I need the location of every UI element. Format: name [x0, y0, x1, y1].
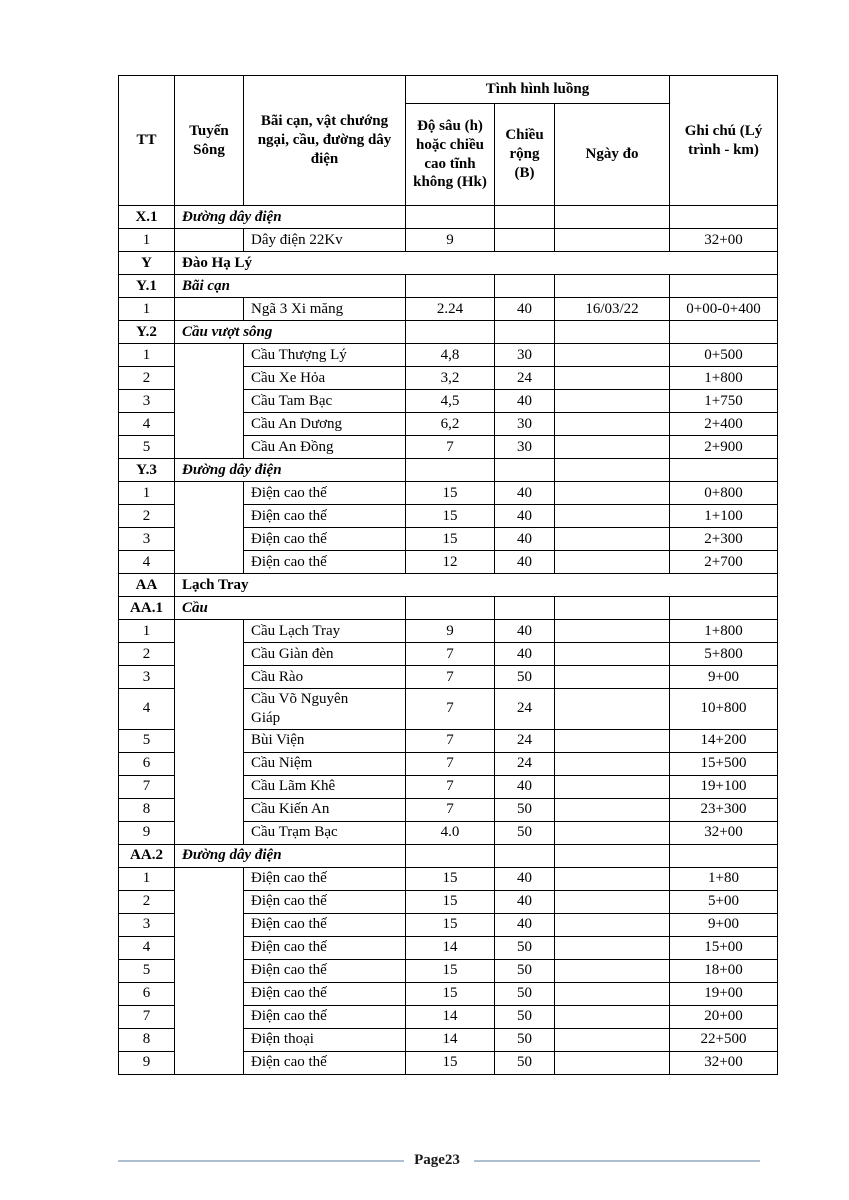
cell-empty-date: [555, 275, 670, 298]
cell-empty-date: [555, 321, 670, 344]
cell-note: 1+100: [670, 505, 778, 528]
cell-date: [555, 798, 670, 821]
cell-depth: 14: [406, 936, 495, 959]
cell-empty-note: [670, 597, 778, 620]
cell-width: 40: [495, 482, 555, 505]
cell-depth: 4,8: [406, 344, 495, 367]
cell-depth: 9: [406, 229, 495, 252]
cell-width: 40: [495, 551, 555, 574]
cell-date: [555, 959, 670, 982]
cell-tt: Y.1: [119, 275, 175, 298]
cell-width: [495, 229, 555, 252]
cell-width: 40: [495, 867, 555, 890]
table-header: [119, 76, 778, 206]
cell-depth: 2.24: [406, 298, 495, 321]
cell-river-label: Lạch Tray: [175, 574, 778, 597]
cell-note: 9+00: [670, 913, 778, 936]
header-chieu-rong: Chiều rộng (B): [495, 104, 555, 206]
cell-tt: 1: [119, 298, 175, 321]
cell-depth: 7: [406, 643, 495, 666]
footer-rule-left: [118, 1160, 404, 1162]
cell-depth: 12: [406, 551, 495, 574]
river-row: [119, 574, 778, 597]
cell-tt: 8: [119, 798, 175, 821]
cell-note: 20+00: [670, 1005, 778, 1028]
cell-name: Điện cao thế: [244, 982, 406, 1005]
cell-date: [555, 344, 670, 367]
cell-empty-width: [495, 275, 555, 298]
cell-empty-date: [555, 844, 670, 867]
cell-note: 5+800: [670, 643, 778, 666]
cell-width: 50: [495, 821, 555, 844]
cell-note: 2+300: [670, 528, 778, 551]
cell-note: 14+200: [670, 729, 778, 752]
cell-tt: 9: [119, 1051, 175, 1074]
cell-empty-note: [670, 459, 778, 482]
cell-date: [555, 367, 670, 390]
cell-name: Dây điện 22Kv: [244, 229, 406, 252]
cell-depth: 15: [406, 1051, 495, 1074]
cell-note: 1+800: [670, 367, 778, 390]
cell-tuyen-song: [175, 867, 244, 1074]
cell-tt: 2: [119, 505, 175, 528]
cell-depth: 15: [406, 982, 495, 1005]
cell-tt: AA.1: [119, 597, 175, 620]
cell-note: 23+300: [670, 798, 778, 821]
header-row-top: [119, 76, 778, 104]
cell-name: Điện cao thế: [244, 936, 406, 959]
cell-depth: 4,5: [406, 390, 495, 413]
header-do-sau: Độ sâu (h) hoặc chiều cao tĩnh không (Hk): [406, 104, 495, 206]
cell-date: [555, 982, 670, 1005]
cell-empty-date: [555, 206, 670, 229]
cell-note: 32+00: [670, 229, 778, 252]
cell-width: 50: [495, 798, 555, 821]
cell-depth: 15: [406, 867, 495, 890]
table-row: [119, 482, 778, 505]
cell-note: 22+500: [670, 1028, 778, 1051]
cell-section-label: Đường dây điện: [175, 459, 406, 482]
cell-note: 2+700: [670, 551, 778, 574]
cell-width: 40: [495, 913, 555, 936]
cell-depth: 15: [406, 505, 495, 528]
cell-empty-depth: [406, 206, 495, 229]
cell-date: [555, 729, 670, 752]
cell-depth: 14: [406, 1028, 495, 1051]
cell-width: 24: [495, 729, 555, 752]
cell-tt: 7: [119, 775, 175, 798]
cell-tt: 3: [119, 666, 175, 689]
cell-depth: 7: [406, 689, 495, 730]
cell-note: 2+400: [670, 413, 778, 436]
cell-date: [555, 666, 670, 689]
section-row: [119, 597, 778, 620]
cell-width: 30: [495, 436, 555, 459]
cell-depth: 3,2: [406, 367, 495, 390]
cell-section-label: Bãi cạn: [175, 275, 406, 298]
cell-tuyen-song: [175, 229, 244, 252]
cell-note: 15+500: [670, 752, 778, 775]
cell-width: 50: [495, 1005, 555, 1028]
cell-tt: 4: [119, 689, 175, 730]
cell-note: 18+00: [670, 959, 778, 982]
cell-depth: 6,2: [406, 413, 495, 436]
cell-note: 9+00: [670, 666, 778, 689]
cell-empty-date: [555, 597, 670, 620]
section-row: [119, 459, 778, 482]
cell-depth: 7: [406, 752, 495, 775]
section-row: [119, 206, 778, 229]
cell-date: [555, 390, 670, 413]
cell-tuyen-song: [175, 482, 244, 574]
page-number: Page23: [414, 1152, 460, 1168]
cell-tt: X.1: [119, 206, 175, 229]
cell-width: 30: [495, 413, 555, 436]
table-row: [119, 620, 778, 643]
cell-tuyen-song: [175, 620, 244, 845]
cell-tt: 6: [119, 752, 175, 775]
cell-empty-depth: [406, 459, 495, 482]
cell-empty-width: [495, 597, 555, 620]
cell-depth: 15: [406, 528, 495, 551]
cell-tt: AA.2: [119, 844, 175, 867]
cell-name: Điện cao thế: [244, 482, 406, 505]
cell-depth: 9: [406, 620, 495, 643]
cell-depth: 7: [406, 436, 495, 459]
cell-empty-note: [670, 206, 778, 229]
cell-tt: 1: [119, 344, 175, 367]
cell-name: Điện cao thế: [244, 1005, 406, 1028]
cell-tt: 2: [119, 890, 175, 913]
river-row: [119, 252, 778, 275]
cell-empty-note: [670, 321, 778, 344]
cell-tt: 5: [119, 959, 175, 982]
cell-date: [555, 890, 670, 913]
cell-date: [555, 1051, 670, 1074]
cell-depth: 15: [406, 959, 495, 982]
cell-width: 30: [495, 344, 555, 367]
cell-date: [555, 413, 670, 436]
table-body: [119, 206, 778, 1075]
cell-river-label: Đào Hạ Lý: [175, 252, 778, 275]
cell-note: 1+800: [670, 620, 778, 643]
cell-tt: 4: [119, 551, 175, 574]
cell-name: Cầu Võ Nguyên Giáp: [244, 689, 406, 730]
cell-name: Điện cao thế: [244, 890, 406, 913]
cell-date: [555, 620, 670, 643]
cell-date: [555, 752, 670, 775]
cell-width: 50: [495, 959, 555, 982]
cell-note: 32+00: [670, 821, 778, 844]
cell-width: 24: [495, 752, 555, 775]
cell-tt: Y.3: [119, 459, 175, 482]
cell-name: Cầu Xe Hỏa: [244, 367, 406, 390]
cell-date: [555, 551, 670, 574]
cell-name: Cầu Niệm: [244, 752, 406, 775]
header-ngay-do: Ngày đo: [555, 104, 670, 206]
cell-tt: 2: [119, 643, 175, 666]
cell-section-label: Đường dây điện: [175, 844, 406, 867]
cell-section-label: Cầu vượt sông: [175, 321, 406, 344]
section-row: [119, 844, 778, 867]
cell-note: 15+00: [670, 936, 778, 959]
cell-tt: 1: [119, 482, 175, 505]
cell-date: [555, 229, 670, 252]
cell-width: 50: [495, 936, 555, 959]
cell-tt: AA: [119, 574, 175, 597]
cell-empty-width: [495, 844, 555, 867]
cell-depth: 4.0: [406, 821, 495, 844]
cell-note: 5+00: [670, 890, 778, 913]
table-row: [119, 867, 778, 890]
cell-name: Cầu Kiến An: [244, 798, 406, 821]
cell-tt: 1: [119, 620, 175, 643]
table-row: [119, 229, 778, 252]
cell-name: Cầu Trạm Bạc: [244, 821, 406, 844]
cell-width: 50: [495, 982, 555, 1005]
header-tinh-hinh-luong: Tình hình luồng: [406, 76, 670, 104]
cell-date: [555, 505, 670, 528]
cell-depth: 7: [406, 798, 495, 821]
cell-tt: 4: [119, 936, 175, 959]
cell-width: 50: [495, 1051, 555, 1074]
cell-name: Điện cao thế: [244, 528, 406, 551]
cell-section-label: Đường dây điện: [175, 206, 406, 229]
cell-tt: 1: [119, 867, 175, 890]
cell-name: Điện cao thế: [244, 913, 406, 936]
cell-name: Cầu Thượng Lý: [244, 344, 406, 367]
cell-tt: 9: [119, 821, 175, 844]
cell-name: Cầu Tam Bạc: [244, 390, 406, 413]
cell-tuyen-song: [175, 344, 244, 459]
cell-depth: 7: [406, 775, 495, 798]
cell-empty-width: [495, 206, 555, 229]
cell-tt: Y: [119, 252, 175, 275]
cell-name: Cầu An Đồng: [244, 436, 406, 459]
cell-width: 40: [495, 775, 555, 798]
header-bai-can: Bãi cạn, vật chướng ngại, cầu, đường dây điện: [244, 76, 406, 206]
cell-empty-depth: [406, 597, 495, 620]
channel-obstruction-table: [118, 75, 778, 1075]
cell-note: 1+80: [670, 867, 778, 890]
cell-date: [555, 867, 670, 890]
header-tt: TT: [119, 76, 175, 206]
cell-name: Điện thoại: [244, 1028, 406, 1051]
cell-empty-depth: [406, 321, 495, 344]
cell-name: Điện cao thế: [244, 551, 406, 574]
cell-width: 24: [495, 689, 555, 730]
cell-width: 50: [495, 1028, 555, 1051]
cell-tt: Y.2: [119, 321, 175, 344]
cell-empty-date: [555, 459, 670, 482]
cell-empty-width: [495, 321, 555, 344]
cell-name: Ngã 3 Xi măng: [244, 298, 406, 321]
cell-tuyen-song: [175, 298, 244, 321]
cell-name: Cầu Lãm Khê: [244, 775, 406, 798]
cell-date: 16/03/22: [555, 298, 670, 321]
cell-date: [555, 936, 670, 959]
cell-name: Cầu Lạch Tray: [244, 620, 406, 643]
cell-width: 24: [495, 367, 555, 390]
cell-note: 10+800: [670, 689, 778, 730]
section-row: [119, 275, 778, 298]
cell-date: [555, 482, 670, 505]
cell-empty-depth: [406, 844, 495, 867]
cell-width: 40: [495, 528, 555, 551]
cell-note: 1+750: [670, 390, 778, 413]
cell-depth: 15: [406, 890, 495, 913]
cell-width: 40: [495, 643, 555, 666]
cell-depth: 15: [406, 913, 495, 936]
cell-note: 32+00: [670, 1051, 778, 1074]
cell-depth: 14: [406, 1005, 495, 1028]
cell-width: 40: [495, 298, 555, 321]
cell-date: [555, 913, 670, 936]
cell-tt: 5: [119, 729, 175, 752]
cell-depth: 7: [406, 729, 495, 752]
cell-section-label: Cầu: [175, 597, 406, 620]
cell-date: [555, 689, 670, 730]
cell-date: [555, 528, 670, 551]
cell-name: Cầu An Dương: [244, 413, 406, 436]
footer-rule-right: [474, 1160, 760, 1162]
cell-tt: 3: [119, 913, 175, 936]
cell-tt: 8: [119, 1028, 175, 1051]
cell-name: Điện cao thế: [244, 1051, 406, 1074]
cell-depth: 15: [406, 482, 495, 505]
cell-date: [555, 775, 670, 798]
cell-tt: 3: [119, 390, 175, 413]
header-ghi-chu: Ghi chú (Lý trình - km): [670, 76, 778, 206]
cell-note: 0+500: [670, 344, 778, 367]
cell-tt: 2: [119, 367, 175, 390]
cell-date: [555, 643, 670, 666]
cell-note: 19+100: [670, 775, 778, 798]
cell-date: [555, 1028, 670, 1051]
cell-empty-note: [670, 844, 778, 867]
cell-date: [555, 436, 670, 459]
cell-name: Bùi Viện: [244, 729, 406, 752]
cell-width: 50: [495, 666, 555, 689]
cell-empty-width: [495, 459, 555, 482]
page-footer: [118, 1152, 760, 1169]
cell-tt: 7: [119, 1005, 175, 1028]
cell-note: 0+800: [670, 482, 778, 505]
cell-tt: 3: [119, 528, 175, 551]
cell-date: [555, 821, 670, 844]
cell-empty-note: [670, 275, 778, 298]
cell-tt: 6: [119, 982, 175, 1005]
cell-width: 40: [495, 890, 555, 913]
cell-name: Điện cao thế: [244, 959, 406, 982]
header-tuyen-song: Tuyến Sông: [175, 76, 244, 206]
cell-depth: 7: [406, 666, 495, 689]
cell-name: Điện cao thế: [244, 505, 406, 528]
cell-tt: 1: [119, 229, 175, 252]
table-row: [119, 344, 778, 367]
cell-width: 40: [495, 390, 555, 413]
cell-tt: 5: [119, 436, 175, 459]
section-row: [119, 321, 778, 344]
cell-name: Cầu Giàn đèn: [244, 643, 406, 666]
cell-width: 40: [495, 620, 555, 643]
cell-width: 40: [495, 505, 555, 528]
cell-empty-depth: [406, 275, 495, 298]
cell-note: 2+900: [670, 436, 778, 459]
cell-note: 0+00-0+400: [670, 298, 778, 321]
cell-name: Điện cao thế: [244, 867, 406, 890]
cell-date: [555, 1005, 670, 1028]
cell-tt: 4: [119, 413, 175, 436]
table-row: [119, 298, 778, 321]
cell-name: Cầu Rào: [244, 666, 406, 689]
cell-note: 19+00: [670, 982, 778, 1005]
